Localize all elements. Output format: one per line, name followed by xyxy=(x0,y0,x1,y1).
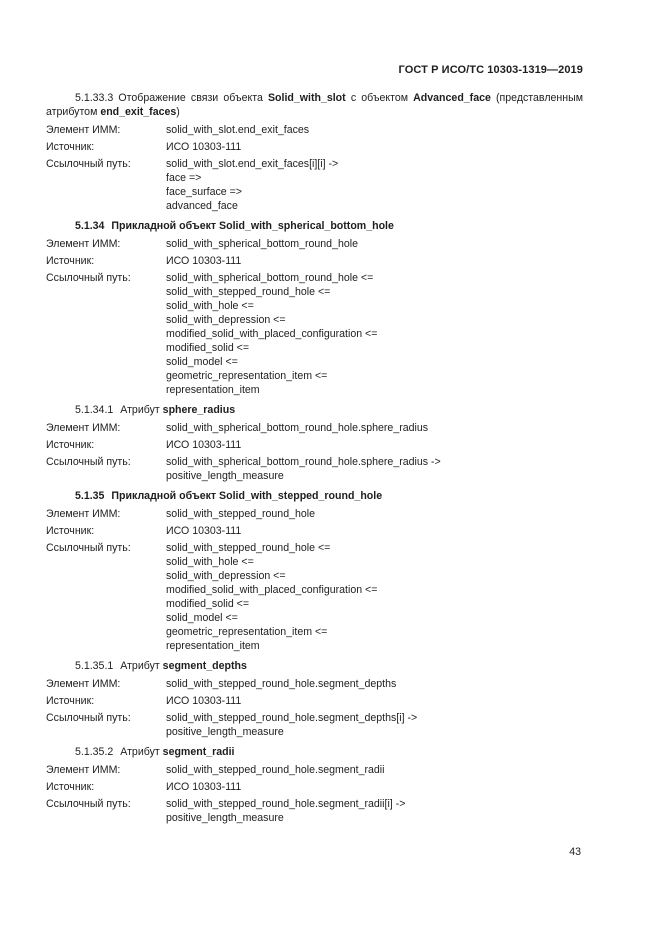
element-label: Элемент ИММ: xyxy=(46,422,121,434)
path-line: solid_with_hole <= xyxy=(166,300,254,312)
path-line: solid_with_slot.end_exit_faces[i][i] -> xyxy=(166,158,339,170)
path-value xyxy=(166,797,583,825)
intro-attribute: end_exit_faces xyxy=(100,106,177,118)
path-row xyxy=(46,711,583,739)
element-value: solid_with_stepped_round_hole xyxy=(166,508,316,520)
element-value: solid_with_stepped_round_hole.segment_depths xyxy=(166,678,397,690)
path-line: face_surface => xyxy=(166,186,242,198)
element-label: Элемент ИММ: xyxy=(46,764,121,776)
path-line: solid_with_hole <= xyxy=(166,556,254,568)
attribute-number: 5.1.35.2 xyxy=(75,746,114,758)
source-row xyxy=(46,524,583,538)
page-content xyxy=(46,91,583,828)
path-line: modified_solid_with_placed_configuration <= xyxy=(166,584,378,596)
section-number: 5.1.35 xyxy=(75,490,105,502)
source-label: Источник: xyxy=(46,141,95,153)
source-label: Источник: xyxy=(46,439,95,451)
element-row xyxy=(46,123,583,137)
attribute-heading xyxy=(75,659,583,673)
path-value xyxy=(166,157,583,213)
path-line: representation_item xyxy=(166,384,260,396)
element-value: solid_with_slot.end_exit_faces xyxy=(166,124,310,136)
element-row xyxy=(46,237,583,251)
path-label: Ссылочный путь: xyxy=(46,542,131,554)
path-line: representation_item xyxy=(166,640,260,652)
path-line: solid_with_stepped_round_hole <= xyxy=(166,542,331,554)
path-line: positive_length_measure xyxy=(166,470,284,482)
intro-text: ) xyxy=(176,106,180,118)
path-label: Ссылочный путь: xyxy=(46,272,131,284)
element-row xyxy=(46,507,583,521)
element-value: solid_with_spherical_bottom_round_hole xyxy=(166,238,358,250)
mapping-block-2 xyxy=(46,237,583,397)
path-row xyxy=(46,797,583,825)
section-number: 5.1.34 xyxy=(75,220,105,232)
path-line: advanced_face xyxy=(166,200,238,212)
mapping-block-4 xyxy=(46,507,583,653)
path-line: solid_with_depression <= xyxy=(166,314,286,326)
path-value xyxy=(166,711,583,739)
path-row xyxy=(46,455,583,483)
source-label: Источник: xyxy=(46,255,95,267)
path-row xyxy=(46,271,583,397)
section-heading xyxy=(75,219,583,233)
source-label: Источник: xyxy=(46,781,95,793)
source-label: Источник: xyxy=(46,525,95,537)
attribute-name: sphere_radius xyxy=(162,404,236,416)
path-line: solid_with_depression <= xyxy=(166,570,286,582)
attribute-name: segment_radii xyxy=(162,746,235,758)
intro-object-1: Solid_with_slot xyxy=(267,92,346,104)
intro-number: 5.1.33.3 xyxy=(75,92,114,104)
path-line: solid_model <= xyxy=(166,356,238,368)
page-number: 43 xyxy=(569,846,581,858)
attribute-prefix: Атрибут xyxy=(120,404,163,416)
source-value: ИСО 10303-111 xyxy=(166,781,242,793)
path-value xyxy=(166,271,583,397)
path-line: geometric_representation_item <= xyxy=(166,370,328,382)
page-header: ГОСТ Р ИСО/ТС 10303-1319—2019 xyxy=(398,64,583,76)
path-line: modified_solid <= xyxy=(166,598,250,610)
path-label: Ссылочный путь: xyxy=(46,456,131,468)
intro-text: Отображение связи объекта xyxy=(113,92,268,104)
element-label: Элемент ИММ: xyxy=(46,238,121,250)
mapping-block-6 xyxy=(46,763,583,825)
path-line: solid_with_stepped_round_hole.segment_radii[i] -> xyxy=(166,798,406,810)
path-line: modified_solid_with_placed_configuration <= xyxy=(166,328,378,340)
attribute-prefix: Атрибут xyxy=(120,746,163,758)
mapping-block-1 xyxy=(46,123,583,213)
path-line: face => xyxy=(166,172,202,184)
source-row xyxy=(46,140,583,154)
element-value: solid_with_spherical_bottom_round_hole.sphere_radius xyxy=(166,422,429,434)
source-label: Источник: xyxy=(46,695,95,707)
path-row xyxy=(46,541,583,653)
attribute-prefix: Атрибут xyxy=(120,660,163,672)
element-label: Элемент ИММ: xyxy=(46,508,121,520)
element-row xyxy=(46,677,583,691)
attribute-heading xyxy=(75,745,583,759)
path-line: positive_length_measure xyxy=(166,812,284,824)
section-title: Прикладной объект Solid_with_stepped_round_hole xyxy=(111,490,383,502)
element-value: solid_with_stepped_round_hole.segment_radii xyxy=(166,764,385,776)
source-value: ИСО 10303-111 xyxy=(166,141,242,153)
path-line: modified_solid <= xyxy=(166,342,250,354)
attribute-number: 5.1.34.1 xyxy=(75,404,114,416)
source-value: ИСО 10303-111 xyxy=(166,695,242,707)
path-line: solid_with_spherical_bottom_round_hole.sphere_radius -> xyxy=(166,456,441,468)
mapping-block-3 xyxy=(46,421,583,483)
element-row xyxy=(46,763,583,777)
path-line: solid_with_stepped_round_hole.segment_depths[i] -> xyxy=(166,712,418,724)
path-line: geometric_representation_item <= xyxy=(166,626,328,638)
element-label: Элемент ИММ: xyxy=(46,124,121,136)
source-row xyxy=(46,254,583,268)
element-row xyxy=(46,421,583,435)
source-value: ИСО 10303-111 xyxy=(166,439,242,451)
element-label: Элемент ИММ: xyxy=(46,678,121,690)
path-row xyxy=(46,157,583,213)
intro-text: (представленным атрибутом xyxy=(46,92,583,118)
source-row xyxy=(46,438,583,452)
attribute-number: 5.1.35.1 xyxy=(75,660,114,672)
section-heading xyxy=(75,489,583,503)
path-label: Ссылочный путь: xyxy=(46,798,131,810)
path-label: Ссылочный путь: xyxy=(46,158,131,170)
path-label: Ссылочный путь: xyxy=(46,712,131,724)
source-value: ИСО 10303-111 xyxy=(166,525,242,537)
path-value xyxy=(166,455,583,483)
intro-object-2: Advanced_face xyxy=(413,92,491,104)
intro-text: с объектом xyxy=(345,92,414,104)
attribute-heading xyxy=(75,403,583,417)
attribute-name: segment_depths xyxy=(162,660,247,672)
mapping-block-5 xyxy=(46,677,583,739)
path-line: positive_length_measure xyxy=(166,726,284,738)
source-row xyxy=(46,694,583,708)
source-row xyxy=(46,780,583,794)
path-line: solid_with_stepped_round_hole <= xyxy=(166,286,331,298)
intro-paragraph xyxy=(46,91,583,119)
path-value xyxy=(166,541,583,653)
section-title: Прикладной объект Solid_with_spherical_bottom_hole xyxy=(111,220,394,232)
path-line: solid_with_spherical_bottom_round_hole <= xyxy=(166,272,374,284)
source-value: ИСО 10303-111 xyxy=(166,255,242,267)
path-line: solid_model <= xyxy=(166,612,238,624)
